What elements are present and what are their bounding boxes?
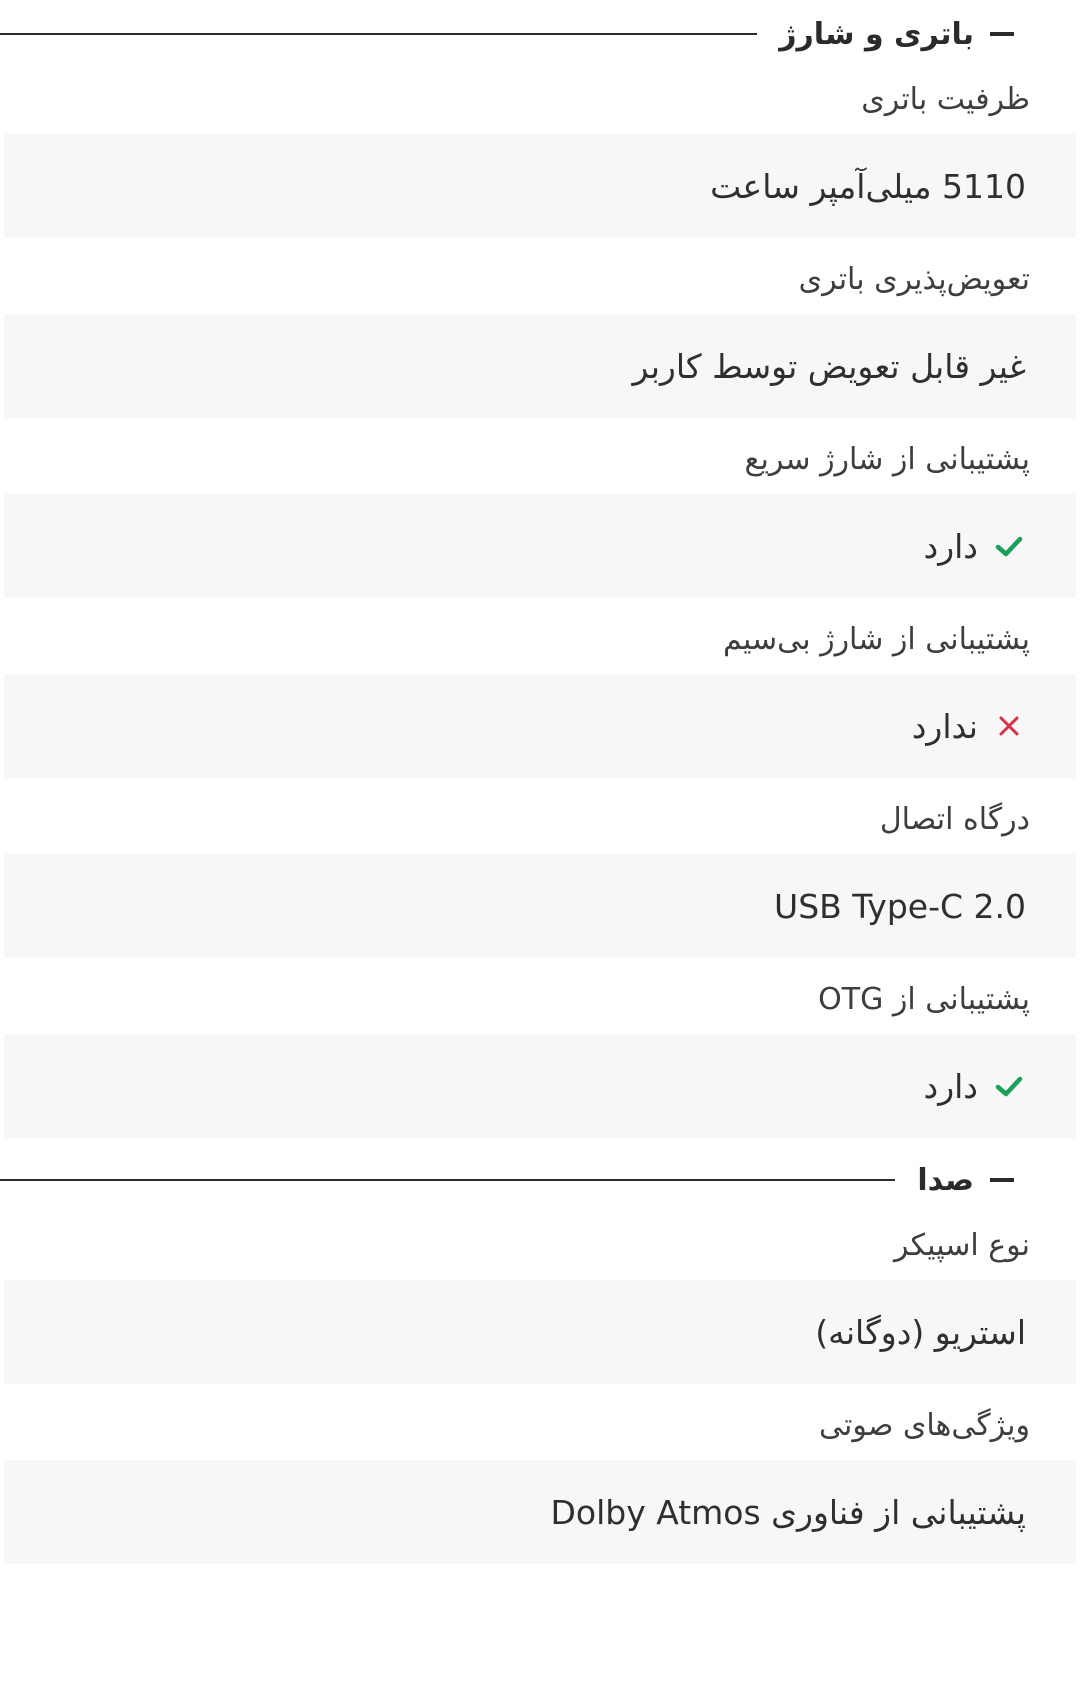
spec-label: پشتیبانی از OTG bbox=[818, 982, 1030, 1017]
spec-value-row bbox=[4, 1280, 1076, 1384]
divider bbox=[0, 33, 757, 35]
spec-value: غیر قابل تعویض توسط کاربر bbox=[632, 346, 1026, 386]
spec-label: ظرفیت باتری bbox=[861, 82, 1030, 117]
section-header-sound[interactable] bbox=[0, 1158, 1080, 1202]
divider bbox=[0, 1179, 895, 1181]
check-icon bbox=[992, 529, 1026, 563]
spec-value-row bbox=[4, 134, 1076, 238]
spec-label: پشتیبانی از شارژ بی‌سیم bbox=[723, 622, 1030, 657]
spec-value: پشتیبانی از فناوری Dolby Atmos bbox=[550, 1492, 1026, 1532]
minus-icon[interactable] bbox=[990, 32, 1014, 36]
spec-value-row bbox=[4, 314, 1076, 418]
spec-value-row bbox=[4, 494, 1076, 598]
spec-value-row bbox=[4, 674, 1076, 778]
spec-value-row bbox=[4, 1460, 1076, 1564]
spec-value: ندارد bbox=[911, 706, 978, 746]
spec-value-row bbox=[4, 854, 1076, 958]
minus-icon[interactable] bbox=[990, 1178, 1014, 1182]
cross-icon bbox=[992, 709, 1026, 743]
spec-value: 5110 میلی‌آمپر ساعت bbox=[710, 166, 1026, 206]
spec-value: USB Type-C 2.0 bbox=[774, 886, 1026, 926]
spec-label: تعویض‌پذیری باتری bbox=[798, 262, 1030, 297]
spec-label: درگاه اتصال bbox=[879, 802, 1030, 837]
spec-value: دارد bbox=[923, 526, 978, 566]
spec-value: استریو (دوگانه) bbox=[815, 1312, 1026, 1352]
spec-label: ویژگی‌های صوتی bbox=[819, 1408, 1030, 1443]
section-header-battery[interactable] bbox=[0, 12, 1080, 56]
spec-value-row bbox=[4, 1034, 1076, 1138]
spec-value: دارد bbox=[923, 1066, 978, 1106]
spec-label: پشتیبانی از شارژ سریع bbox=[744, 442, 1030, 477]
section-title: صدا bbox=[917, 1162, 974, 1198]
check-icon bbox=[992, 1069, 1026, 1103]
spec-label: نوع اسپیکر bbox=[894, 1228, 1030, 1263]
section-title: باتری و شارژ bbox=[779, 16, 974, 52]
